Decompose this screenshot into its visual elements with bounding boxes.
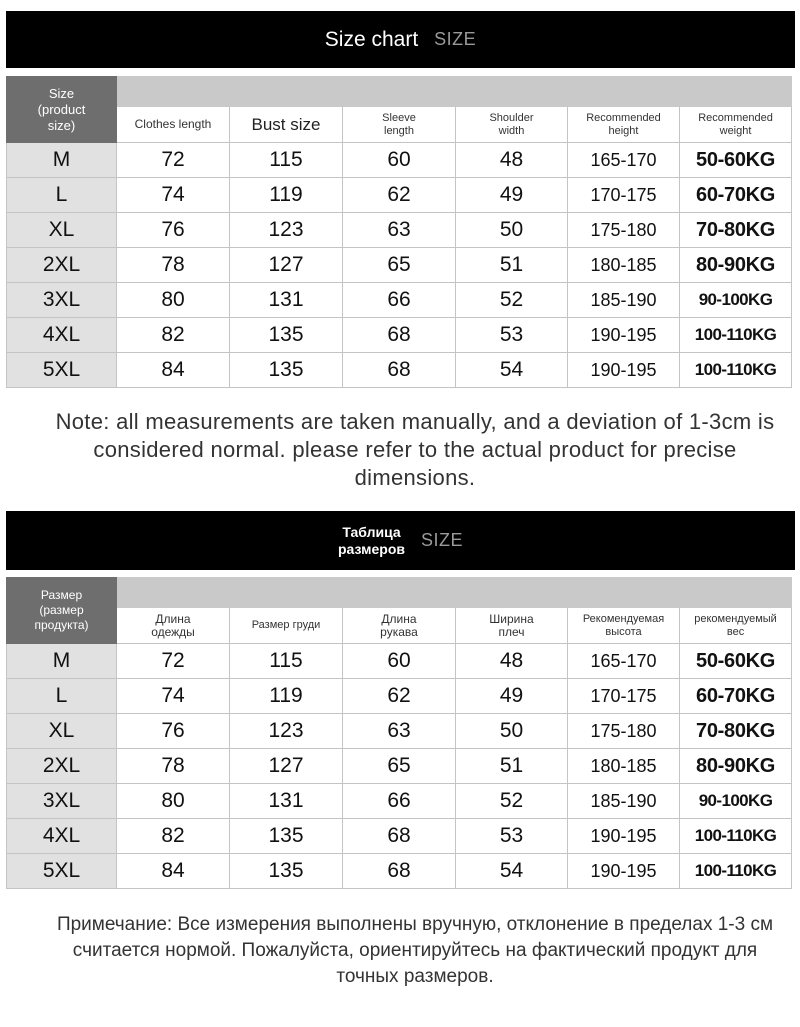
- sleeve-length-cell: 62: [343, 178, 456, 213]
- shoulder-width-cell: 53: [456, 318, 568, 353]
- size-chart-title-ru: Таблица размеров: [338, 523, 405, 557]
- size-column-header-ru: Размер (размер продукта): [7, 578, 117, 644]
- clothes-length-cell: 74: [117, 679, 230, 714]
- table-row: [7, 679, 792, 714]
- table-row: [7, 854, 792, 889]
- shoulder-width-cell: 50: [456, 714, 568, 749]
- sleeve-length-cell: 62: [343, 679, 456, 714]
- height-cell: 185-190: [568, 784, 680, 819]
- size-cell: 5XL: [7, 353, 117, 388]
- bust-size-cell: 135: [230, 854, 343, 889]
- sleeve-length-cell: 63: [343, 213, 456, 248]
- clothes-length-cell: 72: [117, 644, 230, 679]
- shoulder-width-cell: 52: [456, 283, 568, 318]
- weight-cell: 80-90KG: [680, 248, 792, 283]
- table-row: [7, 283, 792, 318]
- bust-size-cell: 123: [230, 213, 343, 248]
- height-cell: 190-195: [568, 318, 680, 353]
- height-cell: 190-195: [568, 854, 680, 889]
- col-header-clothes-length-ru: Длина одежды: [117, 608, 230, 644]
- clothes-length-cell: 78: [117, 749, 230, 784]
- size-cell: 4XL: [7, 318, 117, 353]
- sleeve-length-cell: 60: [343, 143, 456, 178]
- size-chart-header-ru: [6, 511, 795, 570]
- table-row: [7, 749, 792, 784]
- height-cell: 170-175: [568, 178, 680, 213]
- weight-cell: 100-110KG: [680, 353, 792, 388]
- size-cell: L: [7, 679, 117, 714]
- table-row: [7, 644, 792, 679]
- shoulder-width-cell: 48: [456, 644, 568, 679]
- weight-cell: 100-110KG: [680, 318, 792, 353]
- shoulder-width-cell: 54: [456, 854, 568, 889]
- sleeve-length-cell: 65: [343, 749, 456, 784]
- clothes-length-cell: 74: [117, 178, 230, 213]
- height-cell: 180-185: [568, 749, 680, 784]
- table-row: [7, 819, 792, 854]
- measurement-note-ru: Примечание: Все измерения выполнены вручную, отклонение в пределах 1-3 см считается нормой. Пожалуйста, ориентируйтесь на фактический продукт для точных размеров.: [56, 914, 774, 987]
- col-header-clothes-length: Clothes length: [117, 107, 230, 143]
- weight-cell: 80-90KG: [680, 749, 792, 784]
- col-header-recommended-weight: Recommended weight: [680, 107, 792, 143]
- weight-cell: 50-60KG: [680, 644, 792, 679]
- size-table: [6, 76, 792, 388]
- shoulder-width-cell: 51: [456, 749, 568, 784]
- sleeve-length-cell: 66: [343, 283, 456, 318]
- table-row: [7, 318, 792, 353]
- clothes-length-cell: 72: [117, 143, 230, 178]
- size-cell: XL: [7, 213, 117, 248]
- shoulder-width-cell: 51: [456, 248, 568, 283]
- col-header-bust-size: Bust size: [230, 107, 343, 143]
- height-cell: 165-170: [568, 644, 680, 679]
- size-cell: 5XL: [7, 854, 117, 889]
- shoulder-width-cell: 49: [456, 679, 568, 714]
- table-row: [7, 178, 792, 213]
- table-row: [7, 714, 792, 749]
- size-cell: M: [7, 143, 117, 178]
- weight-cell: 90-100KG: [680, 784, 792, 819]
- size-column-header: Size (product size): [7, 77, 117, 143]
- bust-size-cell: 123: [230, 714, 343, 749]
- clothes-length-cell: 76: [117, 714, 230, 749]
- size-cell: M: [7, 644, 117, 679]
- bust-size-cell: 135: [230, 819, 343, 854]
- shoulder-width-cell: 50: [456, 213, 568, 248]
- clothes-length-cell: 80: [117, 283, 230, 318]
- sleeve-length-cell: 66: [343, 784, 456, 819]
- sleeve-length-cell: 60: [343, 644, 456, 679]
- clothes-length-cell: 82: [117, 819, 230, 854]
- clothes-length-cell: 76: [117, 213, 230, 248]
- bust-size-cell: 131: [230, 784, 343, 819]
- height-cell: 190-195: [568, 819, 680, 854]
- size-tag: SIZE: [434, 29, 477, 49]
- bust-size-cell: 135: [230, 318, 343, 353]
- sleeve-length-cell: 68: [343, 353, 456, 388]
- col-header-shoulder-width: Shoulder width: [456, 107, 568, 143]
- size-chart-title: Size chart: [324, 28, 419, 51]
- height-cell: 175-180: [568, 213, 680, 248]
- table-row: [7, 213, 792, 248]
- sleeve-length-cell: 68: [343, 318, 456, 353]
- bust-size-cell: 115: [230, 143, 343, 178]
- height-cell: 170-175: [568, 679, 680, 714]
- sleeve-length-cell: 68: [343, 854, 456, 889]
- table-row: [7, 353, 792, 388]
- col-header-bust-size-ru: Размер груди: [230, 608, 343, 644]
- bust-size-cell: 119: [230, 679, 343, 714]
- weight-cell: 70-80KG: [680, 213, 792, 248]
- height-cell: 165-170: [568, 143, 680, 178]
- height-cell: 175-180: [568, 714, 680, 749]
- table-row: [7, 248, 792, 283]
- weight-cell: 60-70KG: [680, 679, 792, 714]
- clothes-length-cell: 84: [117, 353, 230, 388]
- col-header-shoulder-width-ru: Ширина плеч: [456, 608, 568, 644]
- bust-size-cell: 135: [230, 353, 343, 388]
- height-cell: 190-195: [568, 353, 680, 388]
- col-header-recommended-height-ru: Рекомендуемая высота: [568, 608, 680, 644]
- sleeve-length-cell: 65: [343, 248, 456, 283]
- clothes-length-cell: 84: [117, 854, 230, 889]
- size-cell: 4XL: [7, 819, 117, 854]
- sleeve-length-cell: 68: [343, 819, 456, 854]
- size-cell: 2XL: [7, 749, 117, 784]
- size-table-ru: [6, 577, 792, 889]
- size-cell: 3XL: [7, 784, 117, 819]
- size-cell: L: [7, 178, 117, 213]
- size-chart-header: [6, 11, 795, 68]
- weight-cell: 60-70KG: [680, 178, 792, 213]
- size-tag-ru: SIZE: [420, 530, 463, 550]
- shoulder-width-cell: 52: [456, 784, 568, 819]
- col-header-recommended-height: Recommended height: [568, 107, 680, 143]
- bust-size-cell: 119: [230, 178, 343, 213]
- col-header-sleeve-length-ru: Длина рукава: [343, 608, 456, 644]
- weight-cell: 100-110KG: [680, 819, 792, 854]
- weight-cell: 50-60KG: [680, 143, 792, 178]
- bust-size-cell: 115: [230, 644, 343, 679]
- sleeve-length-cell: 63: [343, 714, 456, 749]
- bust-size-cell: 131: [230, 283, 343, 318]
- bust-size-cell: 127: [230, 749, 343, 784]
- weight-cell: 100-110KG: [680, 854, 792, 889]
- header-strip-ru: [117, 578, 792, 608]
- height-cell: 185-190: [568, 283, 680, 318]
- clothes-length-cell: 78: [117, 248, 230, 283]
- col-header-recommended-weight-ru: рекомендуемый вес: [680, 608, 792, 644]
- size-cell: XL: [7, 714, 117, 749]
- table-row: [7, 143, 792, 178]
- table-row: [7, 784, 792, 819]
- col-header-sleeve-length: Sleeve length: [343, 107, 456, 143]
- bust-size-cell: 127: [230, 248, 343, 283]
- height-cell: 180-185: [568, 248, 680, 283]
- header-strip: [117, 77, 792, 107]
- shoulder-width-cell: 54: [456, 353, 568, 388]
- size-cell: 2XL: [7, 248, 117, 283]
- weight-cell: 70-80KG: [680, 714, 792, 749]
- shoulder-width-cell: 49: [456, 178, 568, 213]
- shoulder-width-cell: 48: [456, 143, 568, 178]
- measurement-note: Note: all measurements are taken manually, and a deviation of 1-3cm is considered normal. please refer to the actual product for precise dimensions.: [55, 409, 775, 490]
- shoulder-width-cell: 53: [456, 819, 568, 854]
- weight-cell: 90-100KG: [680, 283, 792, 318]
- size-cell: 3XL: [7, 283, 117, 318]
- clothes-length-cell: 82: [117, 318, 230, 353]
- clothes-length-cell: 80: [117, 784, 230, 819]
